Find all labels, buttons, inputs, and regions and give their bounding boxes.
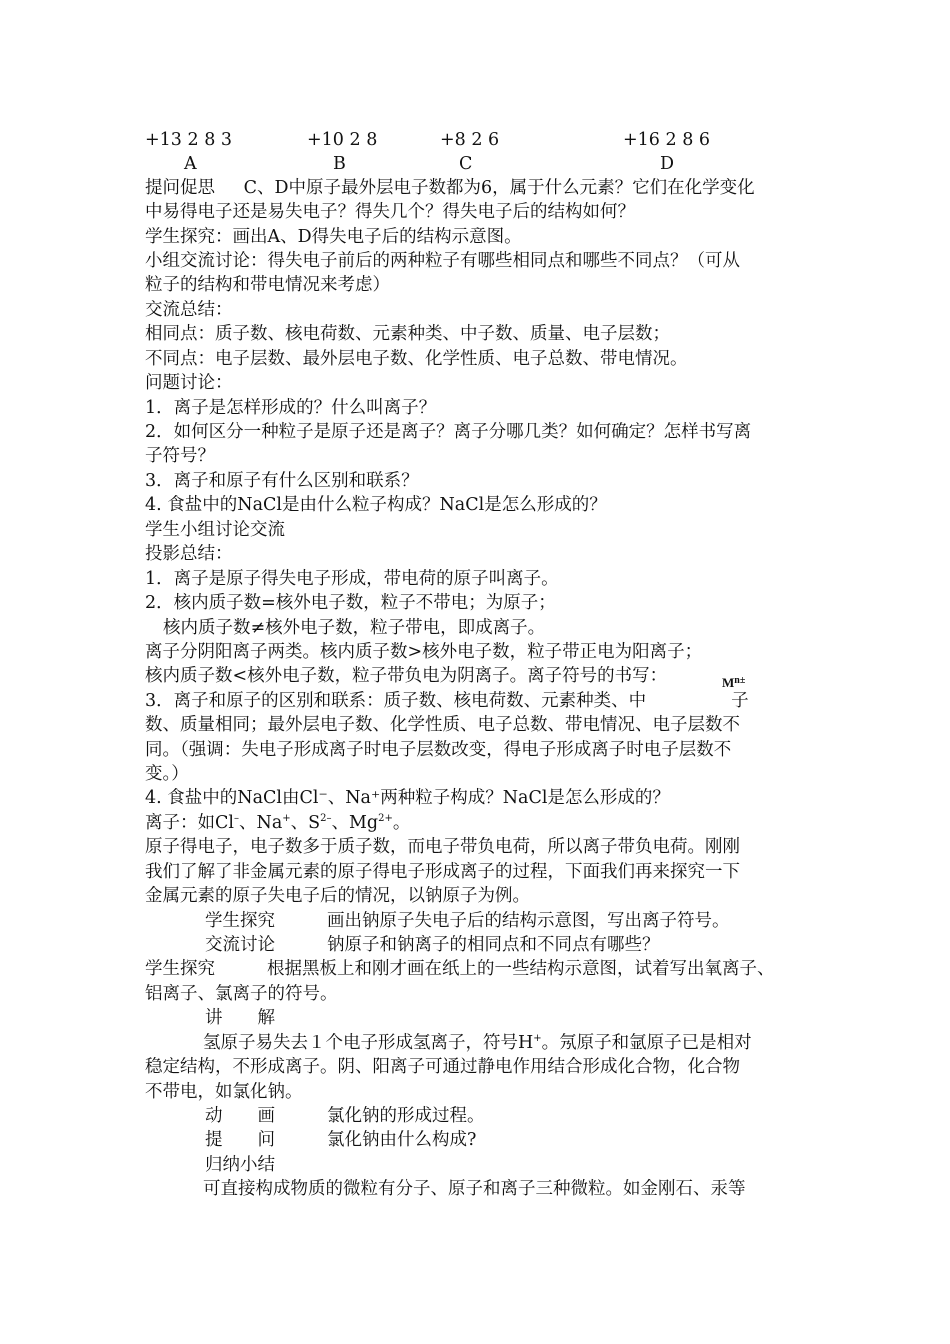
explain-p3: 不带电，如氯化钠。: [145, 1082, 303, 1102]
atom-structure-d: +16 2 8 6: [623, 130, 711, 150]
question-2-cont: 子符号？: [145, 446, 215, 466]
text-line: 小组交流讨论：得失电子前后的两种粒子有哪些相同点和哪些不同点？（可从: [145, 251, 740, 271]
atom-label-a: A: [184, 154, 197, 174]
question-1: 1．离子是怎样形成的？什么叫离子？: [145, 398, 437, 418]
summary-3-d: 变。）: [145, 764, 189, 784]
summary-3-tail: 子: [731, 691, 749, 711]
anim-label: 动 画: [205, 1106, 275, 1126]
ions-examples: 离子：如Cl–、Na+、$S^{2-}$、$Mg^{2+}$。: [145, 813, 411, 833]
text-line: 我们了解了非金属元素的原子得电子形成离子的过程，下面我们再来探究一下: [145, 862, 740, 882]
question-4: 4. 食盐中的NaCl是由什么粒子构成？NaCl是怎么形成的？: [145, 495, 607, 515]
ask-label: 提 问: [205, 1130, 275, 1150]
anim-row: [205, 1104, 875, 1128]
group-discussion: 学生小组讨论交流: [145, 520, 285, 540]
discuss-text: 钠原子和钠离子的相同点和不同点有哪些？: [327, 935, 660, 955]
atom-structure-c: +8 2 6: [440, 130, 500, 150]
summary-1: 1．离子是原子得失电子形成，带电荷的原子叫离子。: [145, 569, 559, 589]
text-line: 中易得电子还是易失电子？得失几个？得失电子后的结构如何？: [145, 202, 635, 222]
summary-3-text: 3．离子和原子的区别和联系：质子数、核电荷数、元素种类、中: [145, 691, 647, 711]
text-line: 相同点：质子数、核电荷数、元素种类、中子数、质量、电子层数；: [145, 324, 670, 344]
ask-text: 氯化钠由什么构成?: [327, 1130, 477, 1150]
text-line: 交流总结：: [145, 300, 233, 320]
explore2-text: 根据黑板上和刚才画在纸上的一些结构示意图，试着写出氧离子、: [267, 959, 775, 979]
text-line: 粒子的结构和带电情况来考虑）: [145, 275, 390, 295]
explore2-row: [145, 957, 815, 981]
atom-structure-b: +10 2 8: [307, 130, 378, 150]
summary-2-d: 核内质子数<核外电子数，粒子带负电为阴离子。离子符号的书写：: [145, 666, 668, 686]
explain-label: 讲 解: [205, 1008, 275, 1028]
explore-label: 学生探究: [205, 911, 275, 931]
text-line: 不同点：电子层数、最外层电子数、化学性质、电子总数、带电情况。: [145, 349, 688, 369]
anim-text: 氯化钠的形成过程。: [327, 1106, 485, 1126]
explore2-cont: 铝离子、氯离子的符号。: [145, 984, 338, 1004]
text-line: 学生探究：画出A、D得失电子后的结构示意图。: [145, 227, 522, 247]
conclude-text: 可直接构成物质的微粒有分子、原子和离子三种微粒。如金刚石、汞等: [203, 1179, 746, 1199]
atom-label-b: B: [333, 154, 346, 174]
atom-structure-a: +13 2 8 3: [145, 130, 233, 150]
question-2: 2．如何区分一种粒子是原子还是离子？离子分哪几类？如何确定？怎样书写离: [145, 422, 752, 442]
summary-3-b: 数、质量相同；最外层电子数、化学性质、电子总数、带电情况、电子层数不: [145, 715, 740, 735]
text-line: 提问促思 C、D中原子最外层电子数都为6，属于什么元素？它们在化学变化: [145, 178, 755, 198]
text-line: 原子得电子，电子数多于质子数，而电子带负电荷，所以离子带负电荷。刚刚: [145, 837, 740, 857]
atom-label-d: D: [660, 154, 675, 174]
explore2-label: 学生探究: [145, 959, 215, 979]
summary-4: 4. 食盐中的NaCl由Cl⁻、Na⁺两种粒子构成？NaCl是怎么形成的？: [145, 788, 670, 808]
summary-2-c: 离子分阴阳离子两类。核内质子数>核外电子数，粒子带正电为阳离子；: [145, 642, 703, 662]
question-3: 3．离子和原子有什么区别和联系？: [145, 471, 419, 491]
discuss-row: [205, 933, 875, 957]
ask-row: [205, 1128, 875, 1152]
summary-3-c: 同。（强调：失电子形成离子时电子层数改变，得电子形成离子时电子层数不: [145, 740, 732, 760]
summary-2: 2．核内质子数=核外电子数，粒子不带电；为原子；: [145, 593, 556, 613]
conclude-label: 归纳小结: [205, 1155, 275, 1175]
questions-title: 问题讨论：: [145, 373, 233, 393]
summary-2-b: 核内质子数≠核外电子数，粒子带电，即成离子。: [163, 618, 546, 638]
explain-p2: 稳定结构，不形成离子。阴、阳离子可通过静电作用结合形成化合物，化合物: [145, 1057, 740, 1077]
summary-3: [145, 689, 815, 713]
explain-p1: 氢原子易失去１个电子形成氢离子，符号H+。氖原子和氩原子已是相对: [203, 1033, 752, 1053]
ion-symbol-formula: $M^{n\pm}$: [722, 675, 746, 690]
text-line: 金属元素的原子失电子后的情况，以钠原子为例。: [145, 886, 530, 906]
atom-label-c: C: [459, 154, 473, 174]
discuss-label: 交流讨论: [205, 935, 275, 955]
summary-title: 投影总结：: [145, 544, 233, 564]
explore-text: 画出钠原子失电子后的结构示意图，写出离子符号。: [327, 911, 730, 931]
explore-row: [205, 909, 875, 933]
